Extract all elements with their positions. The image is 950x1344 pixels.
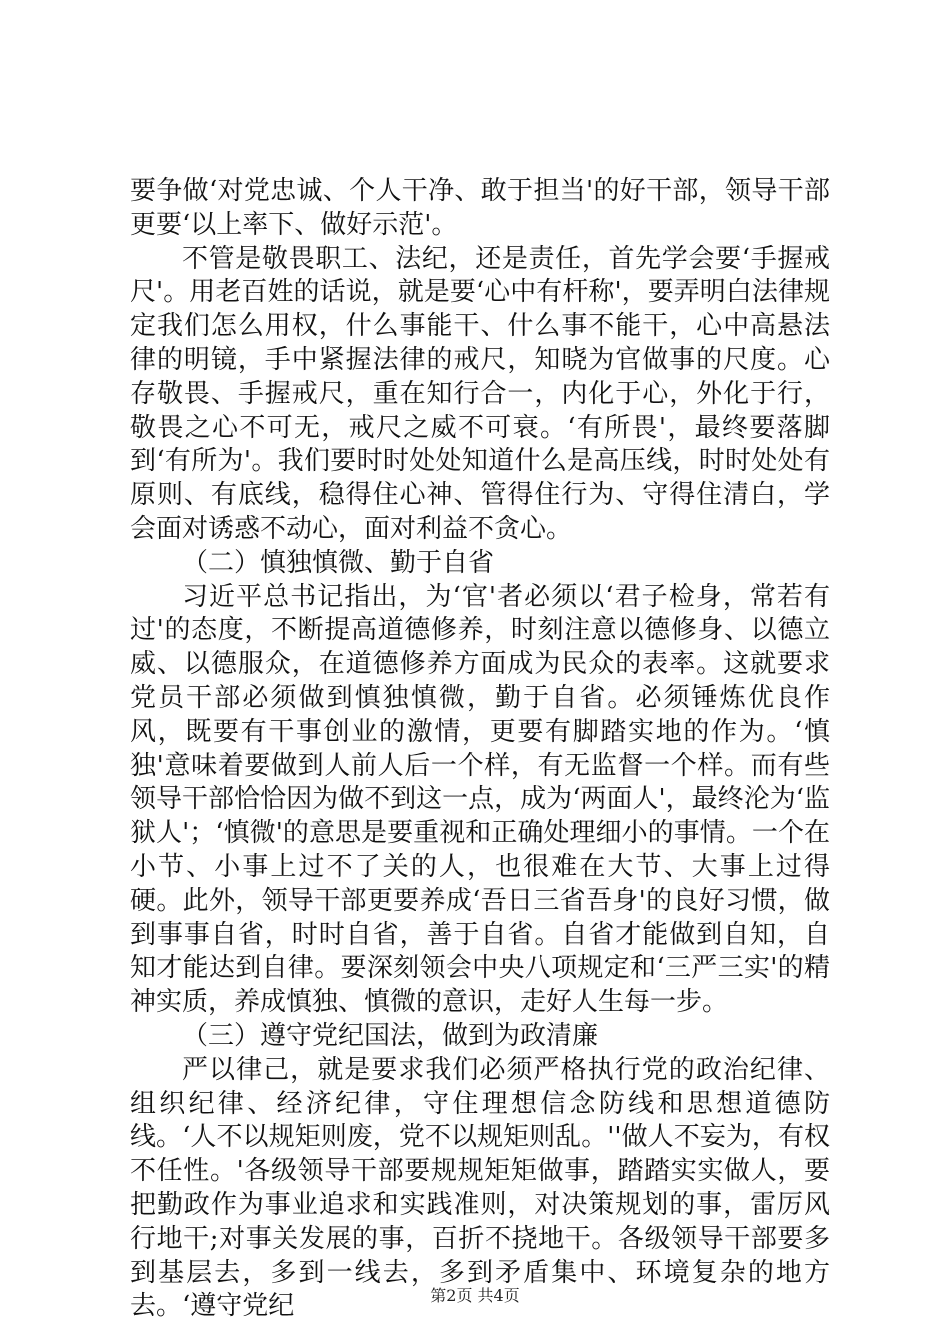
section-heading-3: （三）遵守党纪国法，做到为政清廉 — [182, 1020, 599, 1051]
document-body — [130, 175, 830, 1324]
section-heading-2: （二）慎独慎微、勤于自省 — [182, 547, 495, 578]
paragraph-1: 要争做‘对党忠诚、个人干净、敢于担当'的好干部，领导干部更要‘以上率下、做好示范'。 — [130, 176, 830, 240]
paragraph-4: 严以律己，就是要求我们必须严格执行党的政治纪律、组织纪律、经济纪律，守住理想信念防线和思想道德防线。‘人不以规矩则废，党不以规矩则乱。''做人不妄为，有权不任性。'各级领导干部要规规矩矩做事，踏踏实实做人，要把勤政作为事业追求和实践准则，对决策规划的事，雷厉风行地干;对事关发展的事，百折不挠地干。各级领导干部要多到基层去，多到一线去，多到矛盾集中、环境复杂的地方去。‘遵守党纪 — [130, 1054, 830, 1322]
paragraph-3: 习近平总书记指出，为‘官'者必须以‘君子检身，常若有过'的态度，不断提高道德修养，时刻注意以德修身、以德立威、以德服众，在道德修养方面成为民众的表率。这就要求党员干部必须做到慎独慎微，勤于自省。必须锤炼优良作风，既要有干事创业的激情，更要有脚踏实地的作为。‘慎独'意味着要做到人前人后一个样，有无监督一个样。而有些领导干部恰恰因为做不到这一点，成为‘两面人'，最终沦为‘监狱人'；‘慎微'的意思是要重视和正确处理细小的事情。一个在小节、小事上过不了关的人，也很难在大节、大事上过得硬。此外，领导干部更要养成‘吾日三省吾身'的良好习惯，做到事事自省，时时自省，善于自省。自省才能做到自知，自知才能达到自律。要深刻领会中央八项规定和‘三严三实'的精神实质，养成慎独、慎微的意识，走好人生每一步。 — [130, 581, 830, 1018]
page-footer: 第2页 共4页 — [430, 1286, 520, 1305]
paragraph-2: 不管是敬畏职工、法纪，还是责任，首先学会要‘手握戒尺'。用老百姓的话说，就是要‘心中有杆称'，要弄明白法律规定我们怎么用权，什么事能干、什么事不能干，心中高悬法律的明镜，手中紧握法律的戒尺，知晓为官做事的尺度。心存敬畏、手握戒尺，重在知行合一，内化于心，外化于行，敬畏之心不可无，戒尺之威不可衰。‘有所畏'，最终要落脚到‘有所为'。我们要时时处处知道什么是高压线，时时处处有原则、有底线，稳得住心神、管得住行为、守得住清白，学会面对诱惑不动心，面对利益不贪心。 — [130, 243, 830, 544]
